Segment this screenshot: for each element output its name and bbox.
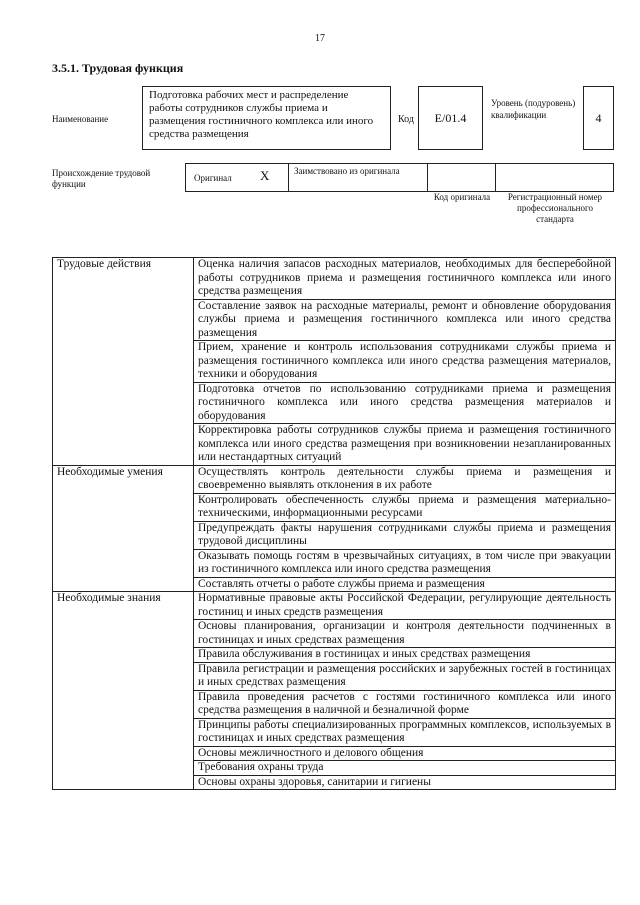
qualification-level: 4 <box>583 86 614 150</box>
origin-reg-cell <box>496 164 613 191</box>
origin-label: Происхождение трудовой функции <box>52 168 151 189</box>
code-label: Код <box>398 114 414 125</box>
labor-function-table <box>52 257 616 790</box>
origin-grid <box>185 163 614 192</box>
section-item: Требования охраны труда <box>194 761 616 776</box>
section-item: Нормативные правовые акты Российской Федерации, регулирующие деятельность гостиниц и иных средств размещения <box>194 592 616 620</box>
origin-blank-cell <box>428 164 496 191</box>
section-item: Осуществлять контроль деятельности службы приема и размещения и своевременно выявлять отклонения в их работе <box>194 465 616 493</box>
borrowed-label: Заимствовано из оригинала <box>294 166 400 176</box>
section-item: Составлять отчеты о работе службы приема и размещения <box>194 577 616 592</box>
level-label: Уровень (подуровень) квалификации <box>491 98 576 120</box>
section-item: Предупреждать факты нарушения сотрудниками службы приема и размещения трудовой дисциплины <box>194 521 616 549</box>
section-item: Оказывать помощь гостям в чрезвычайных ситуациях, в том числе при эвакуации из гостиничного комплекса или иного средства размещения <box>194 549 616 577</box>
section-title: 3.5.1. Трудовая функция <box>52 61 184 75</box>
code-original-label: Код оригинала <box>433 192 491 202</box>
section-item: Основы планирования, организации и контроля деятельности подчиненных в гостиницах и иных средствах размещения <box>194 620 616 648</box>
section-item: Оценка наличия запасов расходных материалов, необходимых для бесперебойной работы сотрудников приема и размещения гостиничного комплекса или иного средства размещения <box>194 258 616 300</box>
page-number: 17 <box>315 33 325 44</box>
function-name: Подготовка рабочих мест и распределение работы сотрудников службы приема и размещения гостиничного комплекса или иного средства размещения <box>142 86 391 150</box>
section-item: Корректировка работы сотрудников службы приема и размещения гостиничного комплекса или иного средства размещения при возникновении незапланированных или нестандартных ситуаций <box>194 424 616 466</box>
table-row <box>53 592 616 620</box>
section-item: Принципы работы специализированных программных комплексов, используемых в гостиницах и иных средствах размещения <box>194 718 616 746</box>
origin-borrowed-cell <box>289 164 428 191</box>
section-item: Составление заявок на расходные материалы, ремонт и обновление оборудования службы приема и размещения гостиничного комплекса или иного средства размещения <box>194 299 616 341</box>
section-item: Основы межличностного и делового общения <box>194 746 616 761</box>
reg-number-label: Регистрационный номер профессионального стандарта <box>507 192 603 224</box>
section-item: Правила проведения расчетов с гостями гостиничного комплекса или иного средства размещения в наличной и безналичной форме <box>194 690 616 718</box>
original-label: Оригинал <box>194 173 232 183</box>
origin-original-cell <box>186 164 289 191</box>
section-item: Правила обслуживания в гостиницах и иных средствах размещения <box>194 648 616 663</box>
section-item: Контролировать обеспеченность службы приема и размещения материально-техническими, информационными ресурсами <box>194 493 616 521</box>
function-code: Е/01.4 <box>418 86 483 150</box>
name-label: Наименование <box>52 114 109 124</box>
table-row <box>53 258 616 300</box>
section-category: Необходимые знания <box>53 592 194 790</box>
table-row <box>53 465 616 493</box>
section-category: Необходимые умения <box>53 465 194 592</box>
section-item: Правила регистрации и размещения российских и зарубежных гостей в гостиницах и иных средствах размещения <box>194 662 616 690</box>
original-mark: Х <box>260 168 270 183</box>
section-item: Подготовка отчетов по использованию сотрудниками приема и размещения гостиничного комплекса или иного средства размещения материалов и оборудования <box>194 382 616 424</box>
section-item: Прием, хранение и контроль использования сотрудниками службы приема и размещения гостиничного комплекса или иного средства размещения материалов, техники и оборудования <box>194 341 616 383</box>
section-item: Основы охраны здоровья, санитарии и гигиены <box>194 775 616 790</box>
section-category: Трудовые действия <box>53 258 194 466</box>
